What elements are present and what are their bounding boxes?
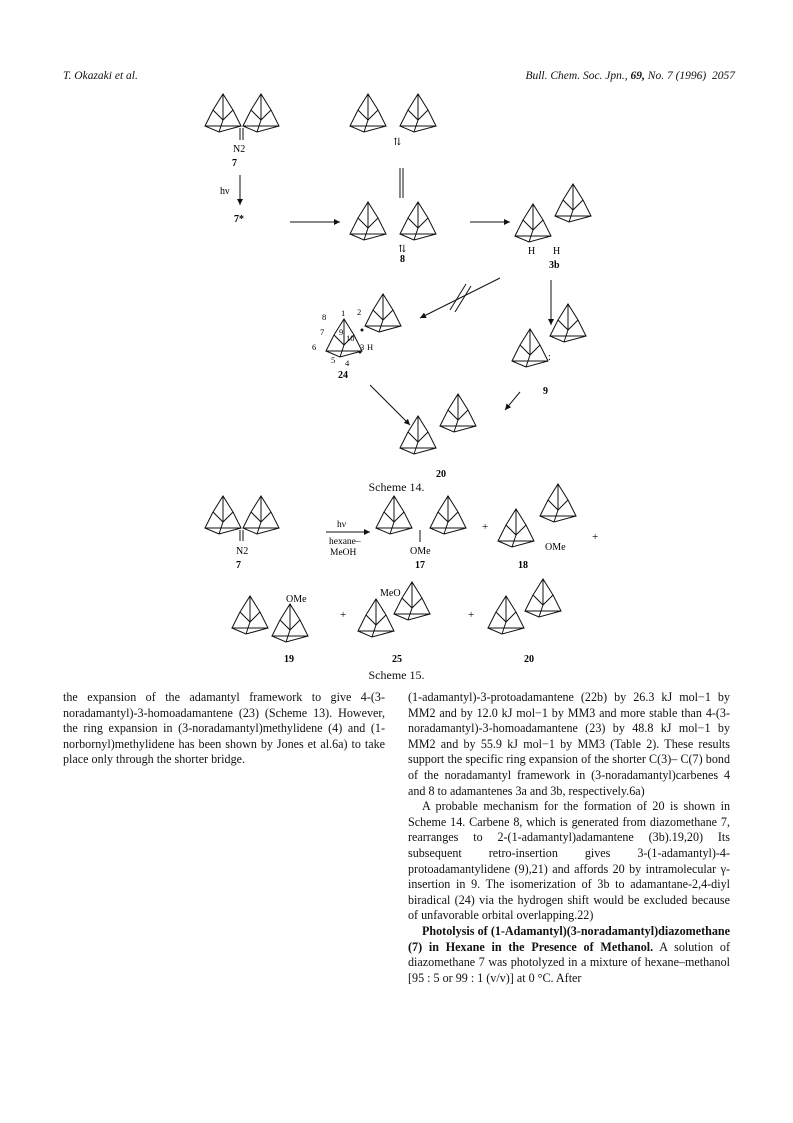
svg-text:+: + [592,531,599,543]
label-18: 18 [518,560,528,571]
svg-text:9: 9 [339,327,344,337]
svg-text:⇅: ⇅ [393,137,402,148]
label-20: 20 [436,469,446,480]
scheme14-caption: Scheme 14. [368,480,425,494]
n2-label: N2 [233,144,246,155]
carbene-triplet-structure [350,94,436,148]
svg-text:1: 1 [341,308,346,318]
label-7: 7 [232,158,237,169]
ome-19: OMe [286,594,307,605]
s15-label-7: 7 [236,560,241,571]
h-label-1: H [528,246,536,257]
svg-text:+: + [468,609,475,621]
label-8: 8 [400,254,405,265]
svg-text::: : [548,352,551,363]
compound-20-structure [400,394,476,454]
carbene-9-structure [512,304,586,367]
label-24: 24 [338,370,348,381]
right-column [408,690,730,986]
compound-17-structure [376,496,466,542]
carbene-8-structure [350,202,436,255]
svg-text:10: 10 [346,333,355,343]
label-7star: 7* [234,214,244,225]
svg-text:⇅: ⇅ [398,244,407,255]
right-para-3: Photolysis of (1-Adamantyl)(3-noradamantyl)diazomethane (7) in Hexane in the Presence of Methanol. A solution of diazomethane 7 was photolyzed in a mixture of hexane–methanol [95 : 5 or 99 : 1 (v/v)] at 0 °C. After [408,923,730,985]
ome-18: OMe [545,542,566,553]
s15-n2: N2 [236,546,249,557]
section-heading: Photolysis of (1-Adamantyl)(3-noradamantyl)diazomethane (7) in Hexane in the Presence of Methanol. [408,923,730,954]
label-3b: 3b [549,260,560,271]
svg-text:8: 8 [322,312,327,322]
label-9: 9 [543,386,548,397]
author-header: T. Okazaki et al. [63,70,138,82]
svg-text:2: 2 [357,307,362,317]
cond-hv: hν [337,520,347,530]
right-para-2: A probable mechanism for the formation of 20 is shown in Scheme 14. Carbene 8, which is generated from diazomethane 7, rearranges to 2-(1-adamantyl)adamantene (3b).19,20) Its subsequent retro-insertion gives 3-(1-adamantyl)-4-protoadamantylidene (9),21) and affords 20 by intramolecular γ-insertion in 9. The isomerization of 3b to adamantane-2,4-diyl biradical (24) via the hydrogen shift would be excluded because of unfavorable orbital overlapping.22) [408,799,730,923]
meo-25: MeO [380,588,401,599]
s15-label-20: 20 [524,654,534,665]
svg-text:H: H [367,342,374,352]
journal-header: Bull. Chem. Soc. Jpn., 69, No. 7 (1996) 2057 [525,70,735,82]
h-label-2: H [553,246,561,257]
svg-text:+: + [482,521,489,533]
svg-text:6: 6 [312,342,317,352]
label-17: 17 [415,560,425,571]
left-para-1: the expansion of the adamantyl framework to give 4-(3-noradamantyl)-3-homoadamantene (23) (Scheme 13). However, the ring expansion in (3-noradamantyl)methylidene (4) and (1-norbornyl)methylidene has been shown by Jones et al.6a) to take place only through the shorter bridge. [63,690,385,767]
ome-17: OMe [410,546,431,557]
hv-label: hν [220,186,230,197]
s15-compound-7 [205,496,279,541]
svg-text:+: + [340,609,347,621]
svg-text:5: 5 [331,355,336,365]
atom-numbering [312,307,373,368]
left-column [63,690,385,768]
compound-7-structure [205,94,279,140]
cond-meoh: MeOH [330,548,357,558]
label-19: 19 [284,654,294,665]
svg-text:4: 4 [345,358,350,368]
s15-compound-20 [488,579,561,634]
cond-hexane: hexane– [329,537,361,547]
svg-text:3: 3 [360,342,365,352]
label-25: 25 [392,654,402,665]
right-para-1: (1-adamantyl)-3-protoadamantene (22b) by 26.3 kJ mol−1 by MM2 and by 12.0 kJ mol−1 by MM3 and more stable than 4-(3-noradamantyl)-3-homoadamantene (23) by 48.8 kJ mol−1 by MM2 and by 55.9 kJ mol−1 by MM3 (Table 2). These results support the specific ring expansion of the shorter C(3)– C(7) bond of the noradamantyl framework in (3-noradamantyl)carbenes 4 and 8 to adamantenes 3a and 3b, respectively.6a) [408,690,730,798]
scheme15-caption: Scheme 15. [368,668,425,682]
page-number: 2057 [712,70,735,82]
svg-text:7: 7 [320,327,325,337]
compound-3b-structure [515,184,591,242]
